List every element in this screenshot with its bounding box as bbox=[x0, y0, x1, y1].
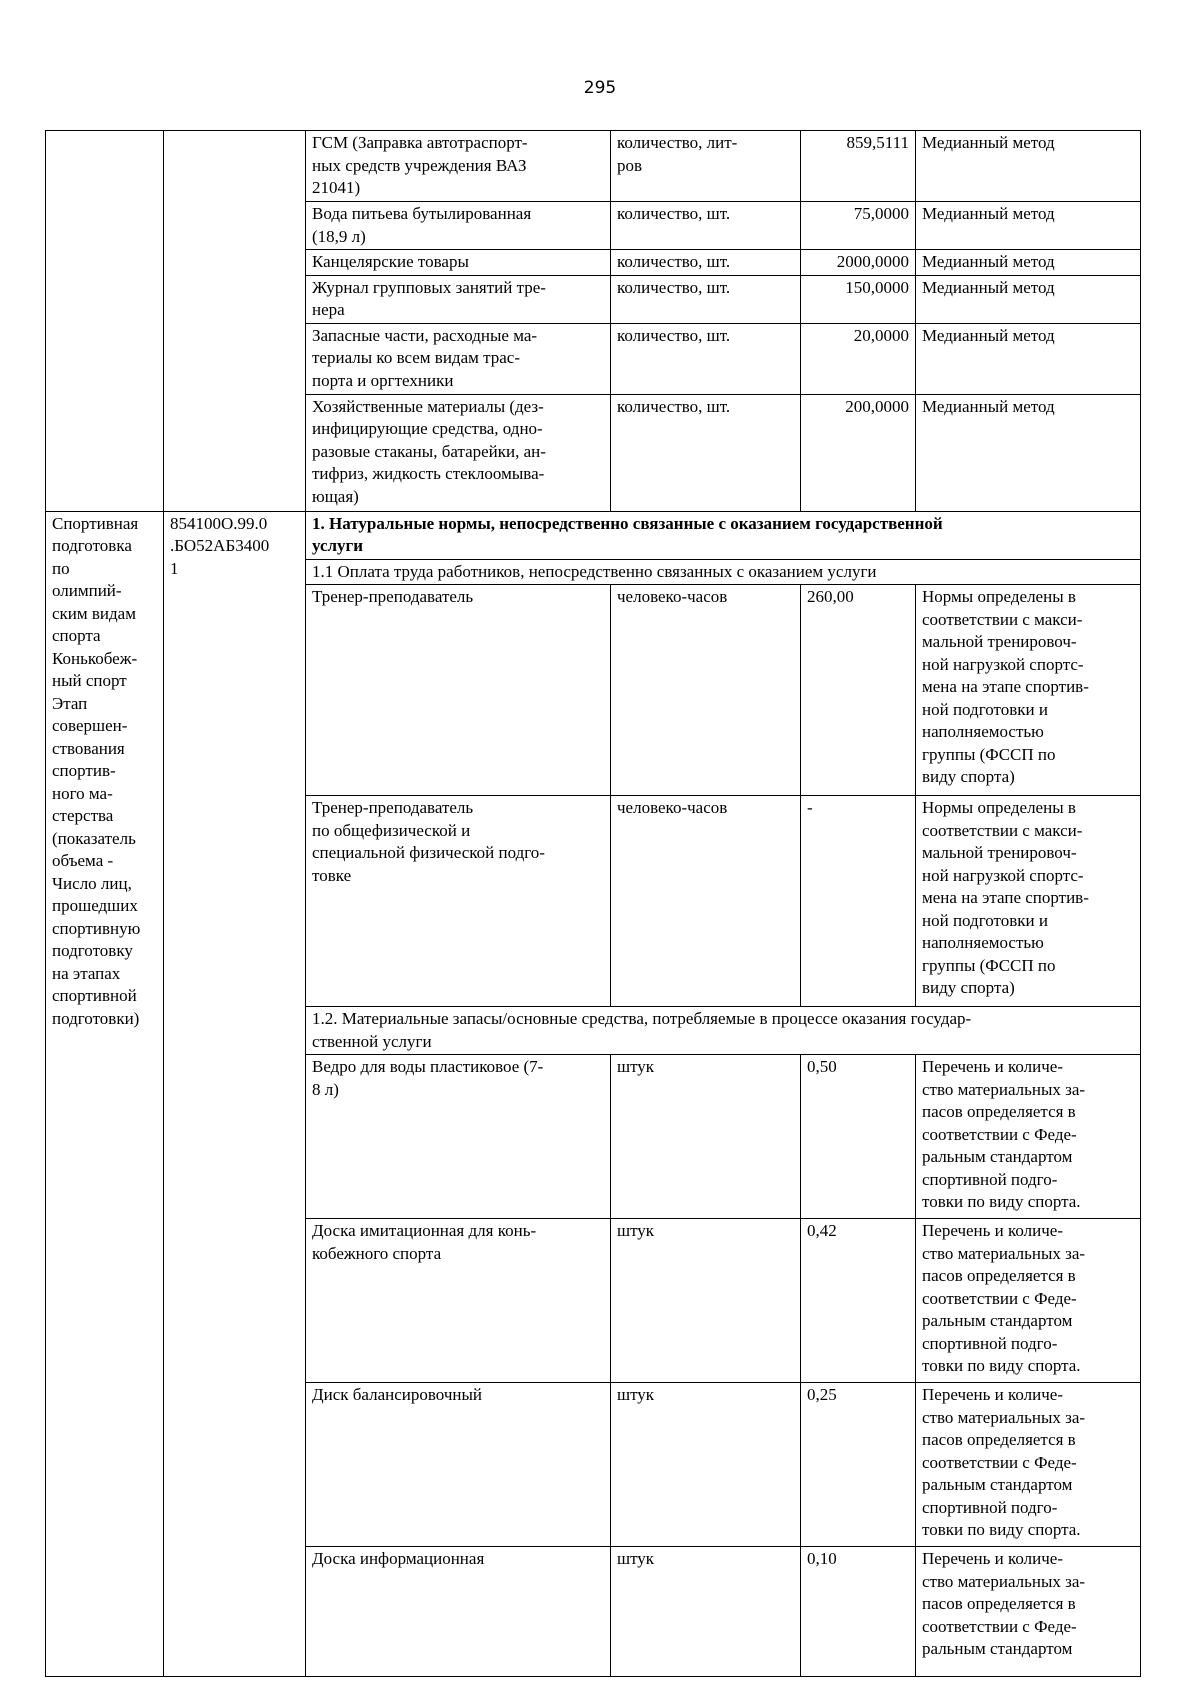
service-code: 854100О.99.0 .БО52АБ3400 1 bbox=[164, 511, 306, 1677]
material-value: 0,42 bbox=[801, 1219, 916, 1383]
norms-table bbox=[45, 130, 1141, 1677]
resource-value: 859,5111 bbox=[801, 131, 916, 202]
resource-value: 75,0000 bbox=[801, 202, 916, 250]
norm-note: Перечень и количе- ство материальных за- пасов определяется в соответствии с Феде- ральным стандартом спортивной подго- товки по виду спорта. bbox=[916, 1383, 1141, 1547]
staff-unit: человеко-часов bbox=[611, 585, 801, 796]
calc-method: Медианный метод bbox=[916, 394, 1141, 511]
staff-value: - bbox=[801, 796, 916, 1007]
staff-unit: человеко-часов bbox=[611, 796, 801, 1007]
staff-value: 260,00 bbox=[801, 585, 916, 796]
subsection-header: 1.2. Материальные запасы/основные средства, потребляемые в процессе оказания государ- ственной услуги bbox=[306, 1007, 1141, 1055]
resource-unit: количество, лит- ров bbox=[611, 131, 801, 202]
empty-service-cell bbox=[46, 131, 164, 512]
material-value: 0,50 bbox=[801, 1055, 916, 1219]
resource-unit: количество, шт. bbox=[611, 323, 801, 394]
material-value: 0,10 bbox=[801, 1547, 916, 1677]
service-name: Спортивная подготовка по олимпий- ским видам спорта Конькобеж- ный спорт Этап совершен- ствования спортив- ного ма- стерства (показатель объема - Число лиц, прошедших спортивную подготовку на этапах спортивной подготовки) bbox=[46, 511, 164, 1677]
resource-name: ГСМ (Заправка автотраспорт- ных средств учреждения ВАЗ 21041) bbox=[306, 131, 611, 202]
resource-value: 200,0000 bbox=[801, 394, 916, 511]
material-unit: штук bbox=[611, 1383, 801, 1547]
calc-method: Медианный метод bbox=[916, 275, 1141, 323]
resource-name: Канцелярские товары bbox=[306, 250, 611, 276]
empty-code-cell bbox=[164, 131, 306, 512]
resource-unit: количество, шт. bbox=[611, 394, 801, 511]
material-name: Ведро для воды пластиковое (7- 8 л) bbox=[306, 1055, 611, 1219]
staff-position: Тренер-преподаватель по общефизической и специальной физической подго- товке bbox=[306, 796, 611, 1007]
resource-value: 2000,0000 bbox=[801, 250, 916, 276]
resource-name: Журнал групповых занятий тре- нера bbox=[306, 275, 611, 323]
resource-value: 150,0000 bbox=[801, 275, 916, 323]
resource-value: 20,0000 bbox=[801, 323, 916, 394]
material-unit: штук bbox=[611, 1547, 801, 1677]
material-unit: штук bbox=[611, 1055, 801, 1219]
resource-unit: количество, шт. bbox=[611, 275, 801, 323]
resource-name: Запасные части, расходные ма- териалы ко всем видам трас- порта и оргтехники bbox=[306, 323, 611, 394]
staff-position: Тренер-преподаватель bbox=[306, 585, 611, 796]
section-header: 1. Натуральные нормы, непосредственно связанные с оказанием государственной услуги bbox=[306, 511, 1141, 559]
calc-method: Медианный метод bbox=[916, 202, 1141, 250]
material-name: Доска информационная bbox=[306, 1547, 611, 1677]
norm-note: Перечень и количе- ство материальных за- пасов определяется в соответствии с Феде- ральным стандартом спортивной подго- товки по виду спорта. bbox=[916, 1219, 1141, 1383]
resource-unit: количество, шт. bbox=[611, 250, 801, 276]
calc-method: Медианный метод bbox=[916, 323, 1141, 394]
norm-note: Нормы определены в соответствии с макси- мальной тренировоч- ной нагрузкой спортс- мена на этапе спортив- ной подготовки и наполняемостью группы (ФССП по виду спорта) bbox=[916, 585, 1141, 796]
page-number: 295 bbox=[583, 78, 617, 98]
subsection-header: 1.1 Оплата труда работников, непосредственно связанных с оказанием услуги bbox=[306, 559, 1141, 585]
material-name: Диск балансировочный bbox=[306, 1383, 611, 1547]
resource-name: Вода питьева бутылированная (18,9 л) bbox=[306, 202, 611, 250]
material-name: Доска имитационная для конь- кобежного спорта bbox=[306, 1219, 611, 1383]
norm-note: Нормы определены в соответствии с макси- мальной тренировоч- ной нагрузкой спортс- мена на этапе спортив- ной подготовки и наполняемостью группы (ФССП по виду спорта) bbox=[916, 796, 1141, 1007]
norm-note: Перечень и количе- ство материальных за- пасов определяется в соответствии с Феде- ральным стандартом спортивной подго- товки по виду спорта. bbox=[916, 1055, 1141, 1219]
norm-note: Перечень и количе- ство материальных за- пасов определяется в соответствии с Феде- ральным стандартом bbox=[916, 1547, 1141, 1677]
resource-unit: количество, шт. bbox=[611, 202, 801, 250]
calc-method: Медианный метод bbox=[916, 131, 1141, 202]
table-row bbox=[46, 131, 1141, 202]
material-value: 0,25 bbox=[801, 1383, 916, 1547]
material-unit: штук bbox=[611, 1219, 801, 1383]
calc-method: Медианный метод bbox=[916, 250, 1141, 276]
table-row bbox=[46, 511, 1141, 559]
resource-name: Хозяйственные материалы (дез- инфицирующие средства, одно- разовые стаканы, батарейки, ан- тифриз, жидкость стеклоомыва- ющая) bbox=[306, 394, 611, 511]
